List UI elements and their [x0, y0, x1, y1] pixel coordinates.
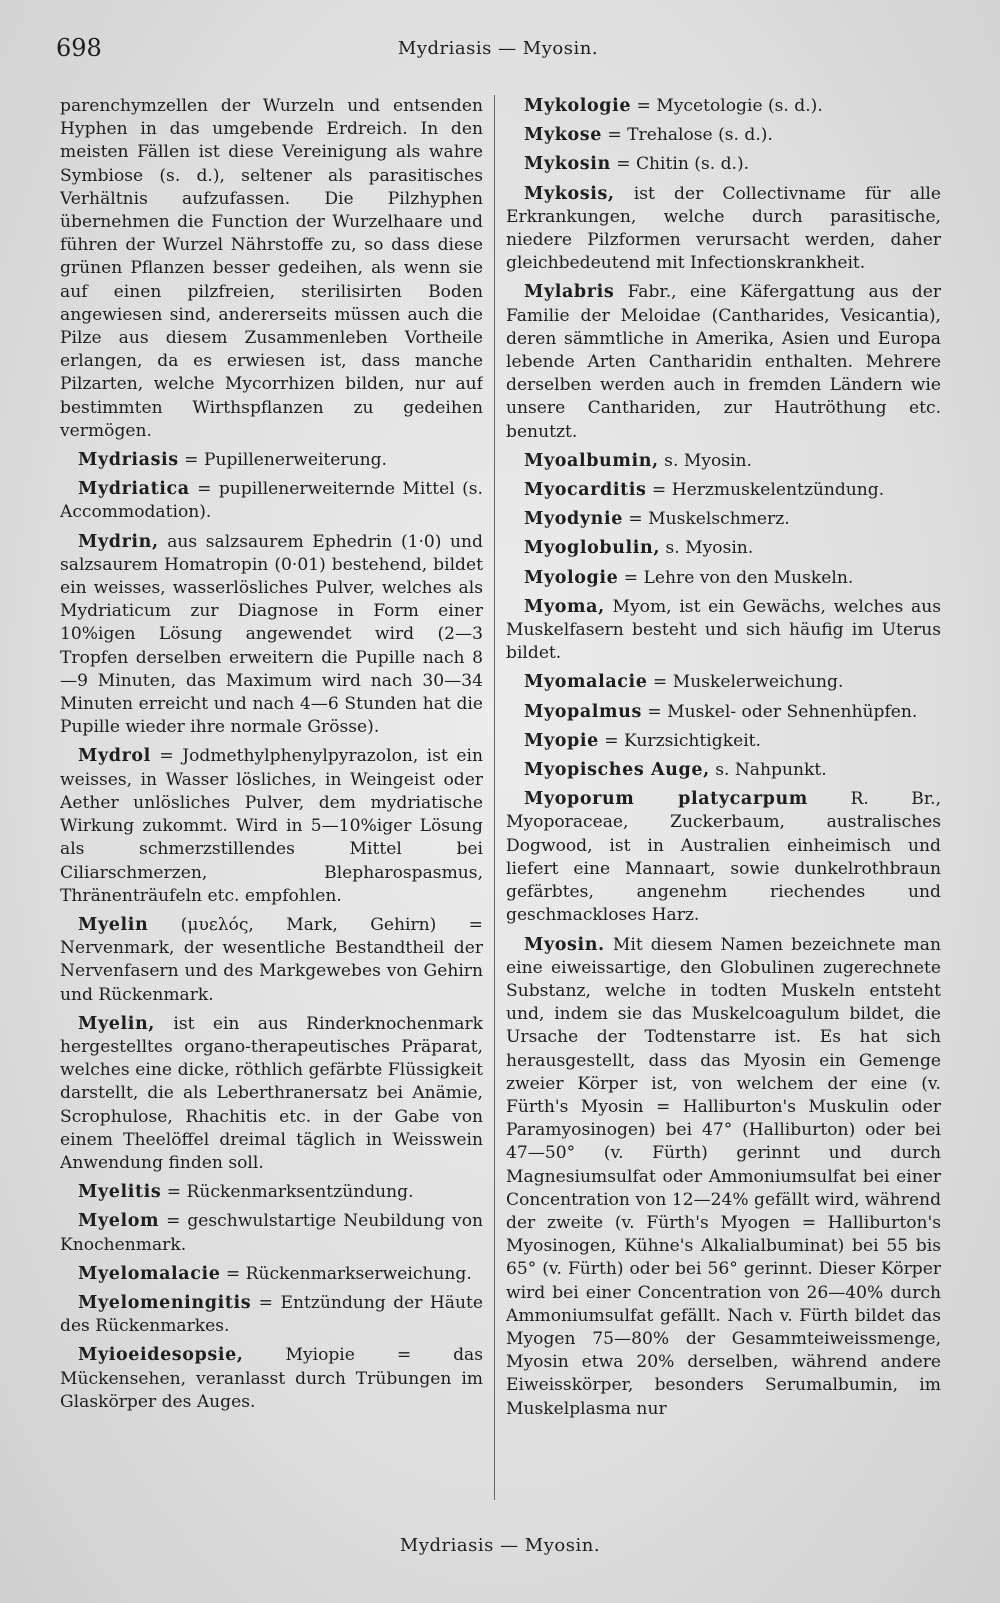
entry-headword: Myelomeningitis [78, 1292, 252, 1313]
entry-headword: Myocarditis [524, 480, 647, 501]
entry-definition: Myiopie = das Mückensehen, veranlasst durch Trübungen im Glaskörper des Auges. [60, 1345, 483, 1412]
dictionary-entry [506, 281, 941, 443]
entry-definition: = Muskel- oder Sehnenhüpfen. [641, 701, 918, 722]
entry-headword: Myomalacie [524, 672, 648, 693]
running-foot: Mydriasis — Myosin. [399, 1535, 601, 1556]
dictionary-entry [506, 508, 941, 531]
entry-headword: Mydrin, [78, 531, 159, 552]
entry-definition: = Lehre von den Muskeln. [618, 567, 854, 588]
page-header [56, 34, 940, 68]
dictionary-entry [506, 183, 941, 276]
entry-headword: Myelin [78, 914, 149, 935]
entry-headword: Mykologie [524, 96, 632, 116]
continuation-paragraph: parenchymzellen der Wurzeln und entsenden Hyphen in das umgebende Erdreich. In den meisten Fällen ist diese Vereinigung als wahre Symbiose (s. d.), seltener als parasitisches Verhältnis aufzufassen. Die Pilzhyphen übernehmen die Function der Wurzelhaare und führen der Wurzel Nährstoffe zu, so dass diese grünen Pflanzen besser gedeihen, als wenn sie auf einen pilzfreien, sterilisirten Boden angewiesen sind, andererseits müssen auch die Pilze aus diesem Zusammenleben Vortheile erlangen, da es erwiesen ist, dass manche Pilzarten, welche Mycorrhizen bilden, nur auf bestimmten Wirthspflanzen zu gedeihen vermögen. [60, 96, 483, 441]
dictionary-entry [60, 449, 483, 472]
entry-headword: Mylabris [524, 282, 615, 303]
dictionary-entry [60, 1344, 483, 1414]
dictionary-entry [506, 596, 941, 666]
dictionary-entry [506, 95, 941, 118]
entry-headword: Myelomalacie [78, 1263, 221, 1284]
entry-headword: Myopie [524, 730, 599, 751]
dictionary-entry [506, 759, 941, 782]
page-number: 698 [56, 34, 102, 62]
entry-headword: Myodynie [524, 509, 623, 530]
entry-definition: = Kurzsichtigkeit. [598, 730, 761, 751]
entry-definition: = pupillenerweiternde Mittel (s. Accommodation). [60, 479, 483, 523]
dictionary-entry [60, 1263, 483, 1286]
entry-headword: Mykose [524, 125, 602, 146]
dictionary-entry [506, 788, 941, 927]
entry-definition: = Trehalose (s. d.). [601, 125, 773, 146]
entry-headword: Myelin, [78, 1013, 155, 1034]
entry-definition: aus salzsaurem Ephedrin (1·0) und salzsaurem Homatropin (0·01) bestehend, bildet ein weisses, wasserlösliches Pulver, welches als Mydriaticum zur Diagnose in Form einer 10%igen Lösung angewendet wird (2—3 Tropfen derselben erweitern die Pupille nach 8—9 Minuten, das Maximum wird nach 30—34 Minuten erreicht und nach 4—6 Stunden hat die Pupille wieder ihre normale Grösse). [60, 531, 483, 738]
left-entry-list [60, 449, 483, 1414]
dictionary-entry [60, 745, 483, 907]
dictionary-entry [506, 153, 941, 176]
entry-headword: Mydriatica [78, 479, 190, 500]
entry-definition: = Pupillenerweiterung. [178, 450, 387, 471]
entry-definition: s. Nahpunkt. [709, 760, 827, 781]
dictionary-entry [60, 478, 483, 524]
entry-headword: Myelom [78, 1211, 160, 1232]
entry-definition: Mit diesem Namen bezeichnete man eine eiweissartige, den Globulinen zugerechnete Substanz, welche in todten Muskeln entsteht und, indem sie das Muskelcoagulum bildet, die Ursache der Todtenstarre ist. Es hat sich herausgestellt, dass das Myosin ein Gemenge zweier Körper ist, von welchem der eine (v. Fürth's Myosin = Halliburton's Muskulin oder Paramyosinogen) bei 47° (Halliburton) oder bei 47—50° (v. Fürth) gerinnt und durch Magnesiumsulfat oder Ammoniumsulfat bei einer Concentration von 12—24% gefällt wird, während der zweite (v. Fürth's Myogen = Halliburton's Myosinogen, Kühne's Alkalialbuminat) bei 55 bis 65° (v. Fürth) oder bei 56° gerinnt. Dieser Körper wird bei einer Concentration von 26—40% durch Ammoniumsulfat gefällt. Nach v. Fürth bildet das Myogen 75—80% der Gesammteiweissmenge, Myosin etwa 20% derselben, während andere Eiweisskörper, besonders Serumalbumin, im Muskelplasma nur [506, 934, 941, 1419]
entry-headword: Mykosin [524, 154, 611, 175]
dictionary-entry [60, 1292, 483, 1338]
dictionary-entry [60, 1181, 483, 1204]
entry-headword: Myologie [524, 567, 619, 588]
dictionary-entry [506, 671, 941, 694]
entry-definition: ist ein aus Rinderknochenmark hergestelltes organo-therapeutisches Präparat, welches eine dicke, röthlich gefärbte Flüssigkeit darstellt, die als Leberthranersatz bei Anämie, Scrophulose, Rhachitis etc. in der Gabe von einem Theelöffel dreimal täglich in Weisswein Anwendung finden soll. [60, 1013, 483, 1173]
dictionary-entry [506, 537, 941, 560]
entry-headword: Myioeidesopsie, [78, 1345, 244, 1366]
entry-definition: = Muskelschmerz. [622, 509, 790, 530]
dictionary-entry [60, 1013, 483, 1175]
dictionary-entry [506, 730, 941, 753]
dictionary-entry [506, 124, 941, 147]
dictionary-entry [506, 450, 941, 473]
entry-definition: = Muskelerweichung. [647, 672, 844, 693]
right-column [506, 95, 941, 1505]
entry-headword: Myosin. [524, 934, 605, 955]
entry-headword: Myopalmus [524, 701, 642, 722]
entry-headword: Mykosis, [524, 183, 615, 204]
right-entry-list [506, 95, 941, 1421]
column-divider [494, 95, 495, 1500]
running-head: Mydriasis — Myosin. [397, 38, 599, 59]
entry-definition: = Herzmuskelentzündung. [646, 480, 885, 501]
entry-headword: Mydrol [78, 746, 151, 767]
entry-definition: = Entzündung der Häute des Rückenmarkes. [60, 1292, 483, 1337]
dictionary-entry [506, 701, 941, 724]
left-column [60, 95, 483, 1505]
dictionary-entry [60, 531, 483, 740]
entry-definition: s. Myosin. [660, 538, 754, 559]
entry-headword: Myopisches Auge, [524, 760, 710, 781]
entry-definition: s. Myosin. [658, 450, 752, 471]
entry-definition: (μυελός, Mark, Gehirn) = Nervenmark, der wesentliche Bestandtheil der Nervenfasern und des Markgewebes von Gehirn und Rückenmark. [60, 914, 483, 1005]
entry-headword: Mydriasis [78, 450, 179, 471]
entry-headword: Myoporum platycarpum [524, 789, 808, 810]
entry-definition: = Jodmethylphenylpyrazolon, ist ein weisses, in Wasser lösliches, in Weingeist oder Aether unlösliches Pulver, dem mydriatische Wirkung zukommt. Wird in 5—10%iger Lösung als schmerzstillendes Mittel bei Ciliarschmerzen, Blepharospasmus, Thränenträufeln etc. empfohlen. [60, 746, 483, 906]
entry-definition: = Mycetologie (s. d.). [631, 96, 823, 116]
entry-definition: = Rückenmarksentzündung. [161, 1182, 414, 1203]
entry-definition: = Rückenmarkserweichung. [220, 1263, 472, 1284]
entry-definition: Myom, ist ein Gewächs, welches aus Muskelfasern besteht und sich häufig im Uterus bildet. [506, 596, 941, 664]
dictionary-entry [60, 1210, 483, 1256]
entry-headword: Myelitis [78, 1182, 162, 1203]
entry-headword: Myoalbumin, [524, 450, 659, 471]
dictionary-entry [60, 914, 483, 1007]
entry-headword: Myoglobulin, [524, 538, 661, 559]
entry-definition: ist der Collectivname für alle Erkrankungen, welche durch parasitische, niedere Pilzformen verursacht werden, daher gleichbedeutend mit Infectionskrankheit. [506, 183, 941, 274]
entry-definition: = Chitin (s. d.). [610, 154, 750, 175]
entry-definition: = geschwulstartige Neubildung von Knochenmark. [60, 1211, 483, 1255]
dictionary-entry [506, 934, 941, 1421]
dictionary-entry [506, 479, 941, 502]
entry-definition: R. Br., Myoporaceae, Zuckerbaum, australisches Dogwood, ist in Australien einheimisch und liefert eine Mannaart, sowie dunkelrothbraun gefärbtes, angenehm riechendes und geschmackloses Harz. [506, 789, 941, 926]
entry-definition: Fabr., eine Käfergattung aus der Familie der Meloidae (Cantharides, Vesicantia), deren sämmtliche in Amerika, Asien und Europa lebende Arten Cantharidin enthalten. Mehrere derselben werden auch in fremden Ländern wie unsere Canthariden, zur Hautröthung etc. benutzt. [506, 282, 941, 442]
dictionary-entry [506, 567, 941, 590]
entry-headword: Myoma, [524, 596, 605, 617]
